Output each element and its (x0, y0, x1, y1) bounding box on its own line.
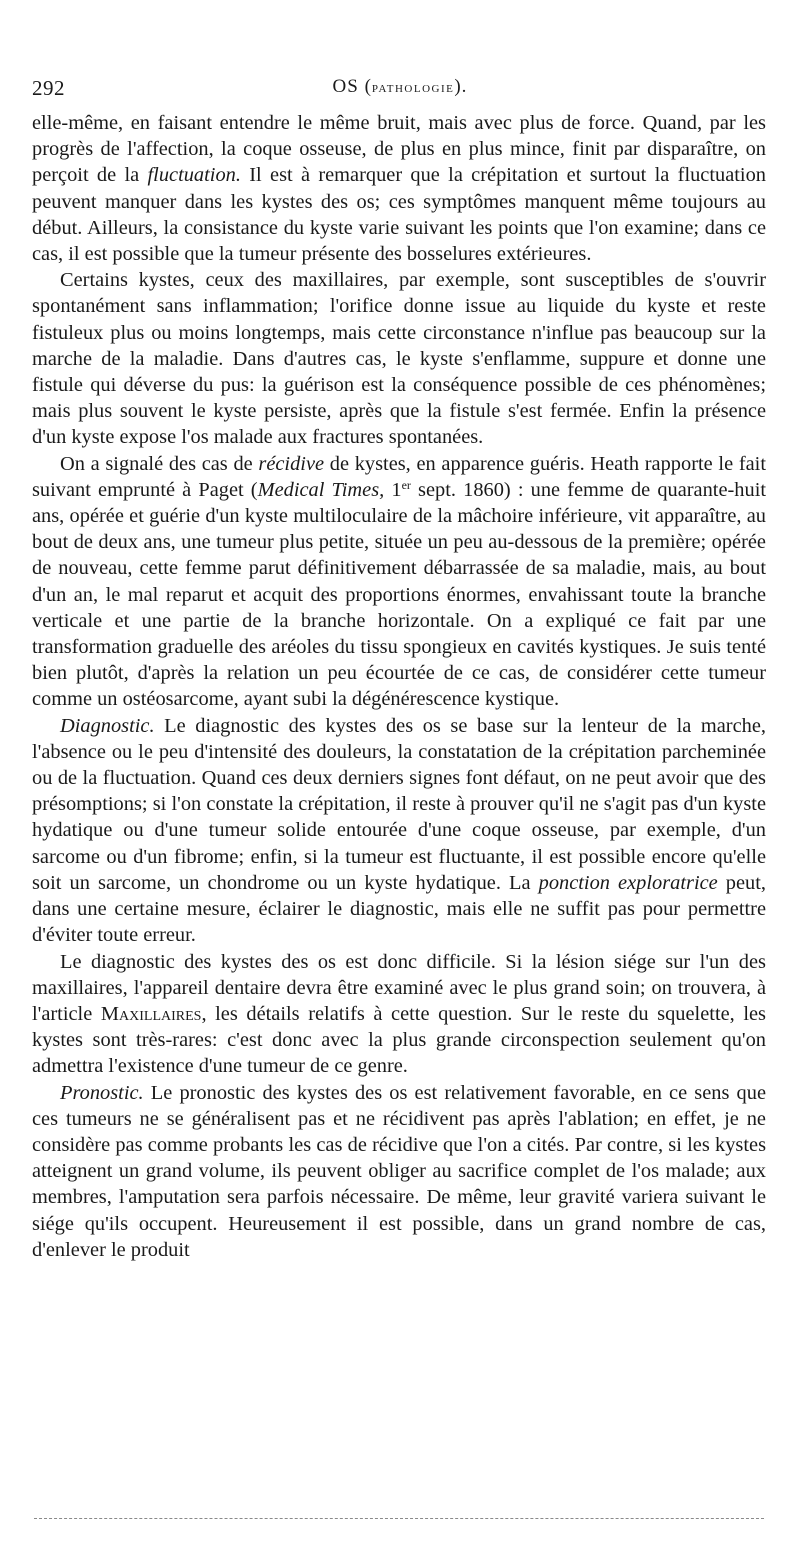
paragraph-5 (32, 949, 766, 1080)
cross-reference-maxillaires: Maxillaires, (100, 1002, 207, 1025)
running-head (30, 76, 770, 106)
running-title-suffix: ). (454, 76, 468, 97)
paragraph-3-text-a: On a signalé des cas de (60, 452, 259, 475)
footer-rule (34, 1518, 764, 1519)
body-text (32, 110, 766, 1263)
paragraph-3-text-c: 1 (384, 478, 402, 501)
term-recidive: récidive (258, 452, 325, 475)
paragraph-3-text-d: sept. 1860) : une femme de quarante-huit ans, opérée et guérie d'un kyste multiloculaire de la mâchoire inférieure, vit apparaître, au bout de deux ans, une tumeur plus petite, située un peu au-dessous de la première; opérée de nouveau, cette femme parut définitivement débarrassée de sa maladie, mais, au bout d'un an, le mal reparut et acquit des proportions énormes, envahissant toute la branche verticale et une partie de la branche horizontale. On a expliqué ce fait par une transformation graduelle des aréoles du tissu spongieux en cavités kystiques. Je suis tenté bien plutôt, d'après la relation un peu écourtée de ce cas, de considérer cette tumeur comme un ostéosarcome, ayant subi la dégénérescence kystique. (32, 478, 767, 711)
page-number: 292 (32, 76, 65, 100)
section-heading-pronostic: Pronostic. (60, 1081, 144, 1104)
paragraph-diagnostic-text-a: Le diagnostic des kystes des os se base sur la lenteur de la marche, l'absence ou le peu d'intensité des douleurs, la constatation de la crépitation parcheminée ou de la fluctuation. Quand ces deux derniers signes font défaut, on ne peut avoir que des présomptions; si l'on constate la crépitation, il reste à prouver qu'il ne s'agit pas d'un kyste hydatique ou d'une tumeur solide entourée d'une coque osseuse, par exemple, d'un sarcome ou d'un fibrome; enfin, si la tumeur est fluctuante, il est possible encore qu'elle soit un sarcome, un chondrome ou un kyste hydatique. La (32, 714, 766, 894)
paragraph-pronostic (32, 1080, 766, 1263)
paragraph-1 (32, 110, 766, 267)
ordinal-superscript: er (401, 477, 411, 492)
running-title-section: pathologie (371, 80, 455, 96)
paragraph-1-text-b: Il est à remarquer que la crépitation et surtout la fluctuation peuvent manquer dans les kystes des os; ces symptômes manquent même toujours au début. Ailleurs, la consistance du kyste varie suivant les points que l'on examine; dans ce cas, il est possible que la tumeur présente des bosselures extérieures. (32, 164, 766, 266)
term-ponction-exploratrice: ponction exploratrice (538, 871, 718, 894)
section-heading-diagnostic: Diagnostic. (60, 714, 155, 737)
running-title-prefix: OS ( (332, 76, 372, 97)
paragraph-diagnostic-text-b: peut, dans une certaine mesure, éclairer le diagnostic, mais elle ne suffit pas pour permettre d'éviter toute erreur. (32, 871, 767, 947)
paragraph-pronostic-text: Le pronostic des kystes des os est relativement favorable, en ce sens que ces tumeurs ne se généralisent pas et ne récidivent pas après l'ablation; en effet, je ne considère pas comme probants les cas de récidive que l'on a cités. Par contre, si les kystes atteignent un grand volume, ils peuvent obliger au sacrifice complet de l'os malade; aux membres, l'amputation sera parfois nécessaire. De même, leur gravité variera suivant le siége qu'ils occupent. Heureusement il est possible, dans un grand nombre de cas, d'enlever le produit (32, 1081, 766, 1261)
paragraph-5-text-a: Le diagnostic des kystes des os est donc difficile. Si la lésion siége sur l'un des maxillaires, l'appareil dentaire devra être examiné avec le plus grand soin; on trouvera, à l'article (32, 950, 766, 1025)
citation-medical-times: Medical Times, (257, 478, 385, 501)
paragraph-diagnostic (32, 713, 766, 949)
paragraph-3 (32, 451, 766, 713)
term-fluctuation: fluctuation. (147, 164, 241, 187)
running-title (30, 76, 770, 98)
paragraph-1-text-a: elle-même, en faisant entendre le même bruit, mais avec plus de force. Quand, par les progrès de l'affection, la coque osseuse, de plus en plus mince, finit par disparaître, on perçoit de la (32, 112, 766, 187)
paragraph-2: Certains kystes, ceux des maxillaires, par exemple, sont susceptibles de s'ouvrir spontanément sans inflammation; l'orifice donne issue au liquide du kyste et reste fistuleux plus ou moins longtemps, mais cette circonstance n'influe pas beaucoup sur la marche de la maladie. Dans d'autres cas, le kyste s'enflamme, suppure et donne une fistule qui déverse du pus: la guérison est la conséquence possible de ces phénomènes; mais plus souvent le kyste persiste, après que la fistule s'est fermée. Enfin la présence d'un kyste expose l'os malade aux fractures spontanées. (32, 269, 766, 449)
paragraph-3-text-b: de kystes, en apparence guéris. Heath rapporte le fait suivant emprunté à Paget ( (32, 452, 766, 501)
paragraph-5-text-b: les détails relatifs à cette question. Sur le reste du squelette, les kystes sont très-rares: c'est donc avec la plus grande circonspection seulement qu'on admettra l'existence d'une tumeur de ce genre. (32, 1002, 766, 1078)
